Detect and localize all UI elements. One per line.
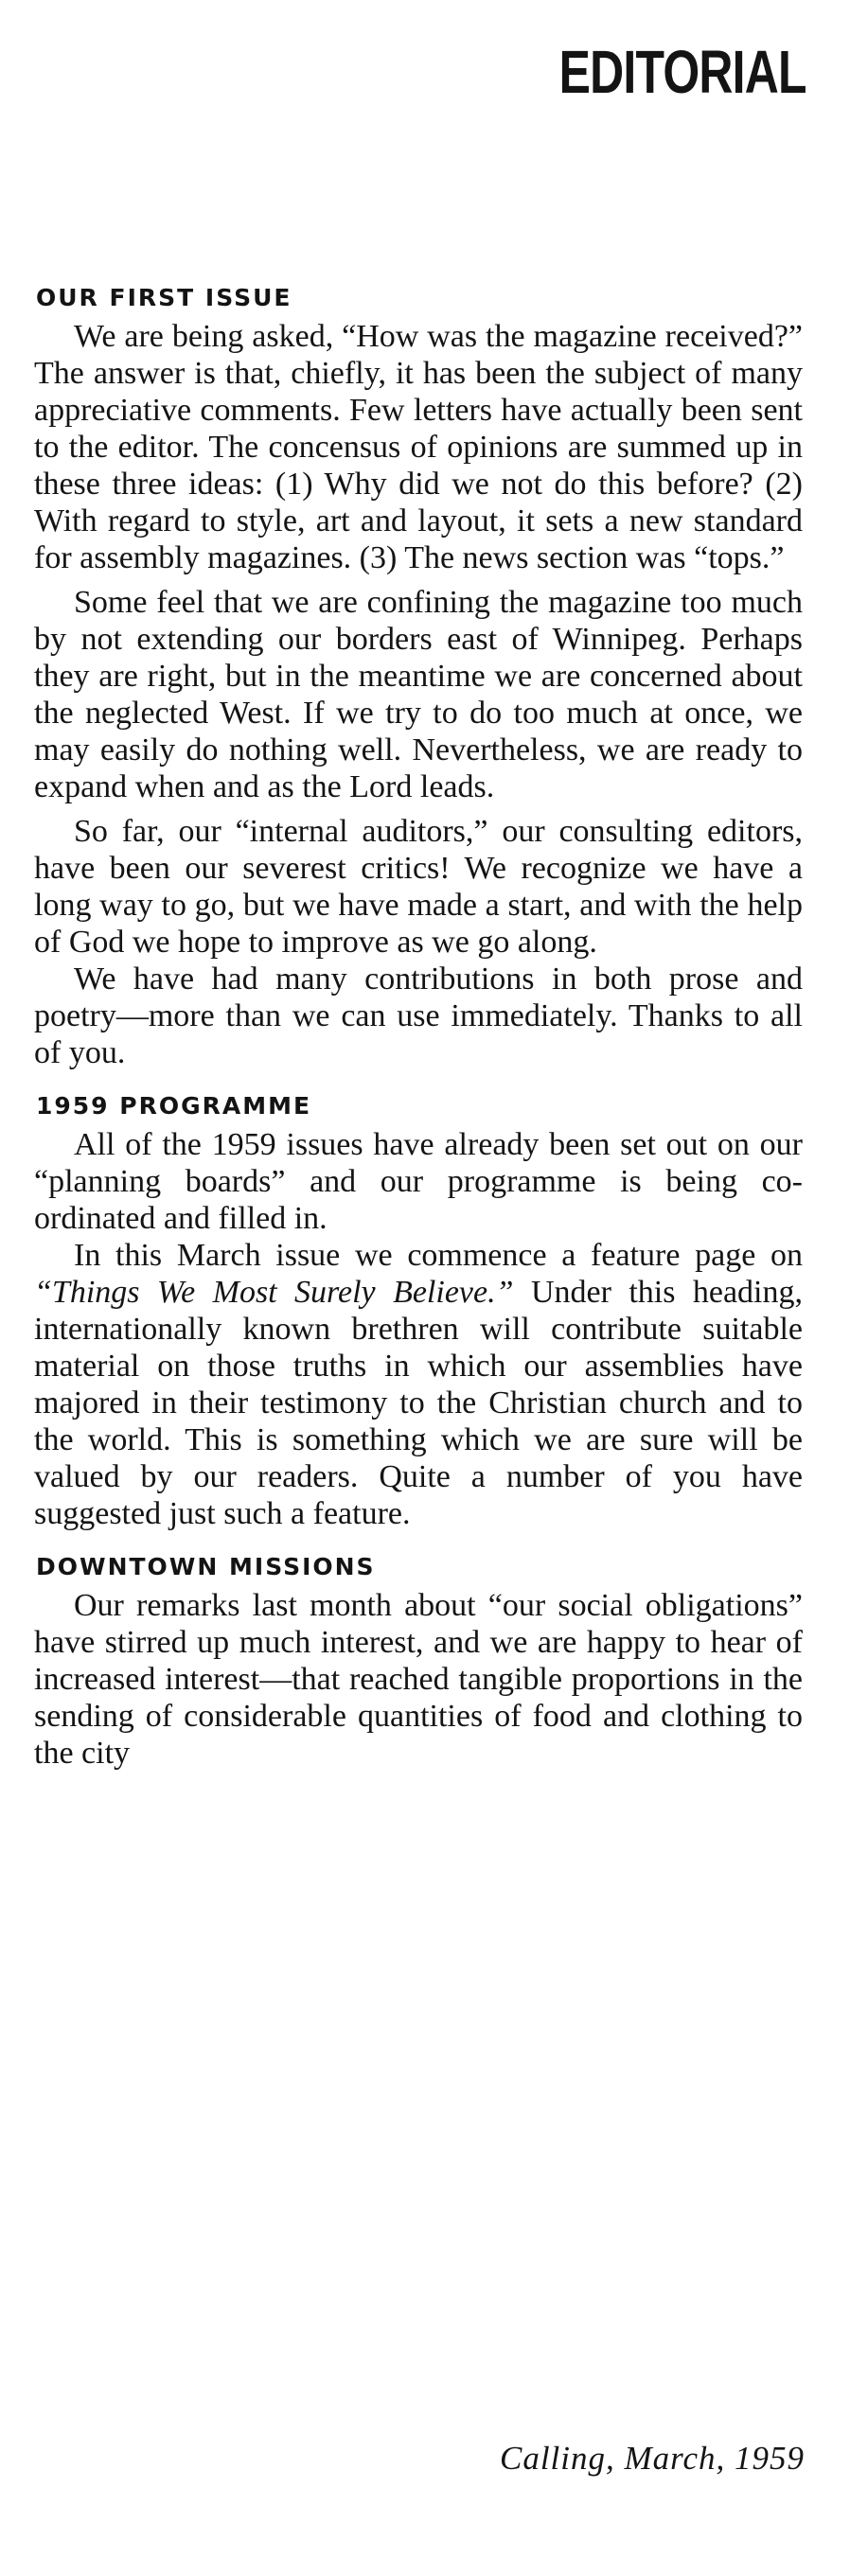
page-footer: Calling, March, 1959 xyxy=(499,2440,805,2477)
paragraph-text: In this March issue we commence a feature page on xyxy=(74,1238,803,1273)
paragraph: We have had many contributions in both prose and poetry—more than we can use immediately. Thanks to all of you. xyxy=(34,962,803,1070)
paragraph: We are being asked, “How was the magazine received?” The answer is that, chiefly, it has been the subject of many appreciative comments. Few letters have actually been sent to the editor. The concensus of opinions are summed up in these three ideas: (1) Why did we not do this before? (2) With regard to style, art and layout, it sets a new standard for assembly magazines. (3) The news section was “tops.” xyxy=(34,319,803,575)
page-title: EDITORIAL xyxy=(558,38,806,106)
editorial-column xyxy=(34,284,803,1772)
paragraph: All of the 1959 issues have already been set out on our “planning boards” and our programme is being co-ordinated and filled in. xyxy=(34,1127,803,1236)
section-heading-our-first-issue: OUR FIRST ISSUE xyxy=(36,284,292,311)
paragraph xyxy=(34,1237,803,1532)
paragraph-text: Under this heading, internationally known brethren will contribute suitable material on those truths in which our assemblies have majored in their testimony to the Christian church and to the world. This is something which we are sure will be valued by our readers. Quite a number of you have suggested just such a feature. xyxy=(34,1275,803,1531)
paragraph: Some feel that we are confining the magazine too much by not extending our borders east of Winnipeg. Perhaps they are right, but in the meantime we are concerned about the neglected West. If we try to do too much at once, we may easily do nothing well. Nevertheless, we are ready to expand when and as the Lord leads. xyxy=(34,585,803,804)
feature-title: “Things We Most Surely Believe.” xyxy=(34,1275,514,1310)
paragraph: Our remarks last month about “our social obligations” have stirred up much interest, and we are happy to hear of increased interest—that reached tangible proportions in the sending of considerable quantities of food and clothing to the city xyxy=(34,1588,803,1771)
paragraph: So far, our “internal auditors,” our consulting editors, have been our severest critics! We recognize we have a long way to go, but we have made a start, and with the help of God we hope to improve as we go along. xyxy=(34,814,803,960)
section-heading-downtown-missions: DOWNTOWN MISSIONS xyxy=(36,1553,376,1580)
section-heading-1959-programme: 1959 PROGRAMME xyxy=(36,1092,312,1120)
